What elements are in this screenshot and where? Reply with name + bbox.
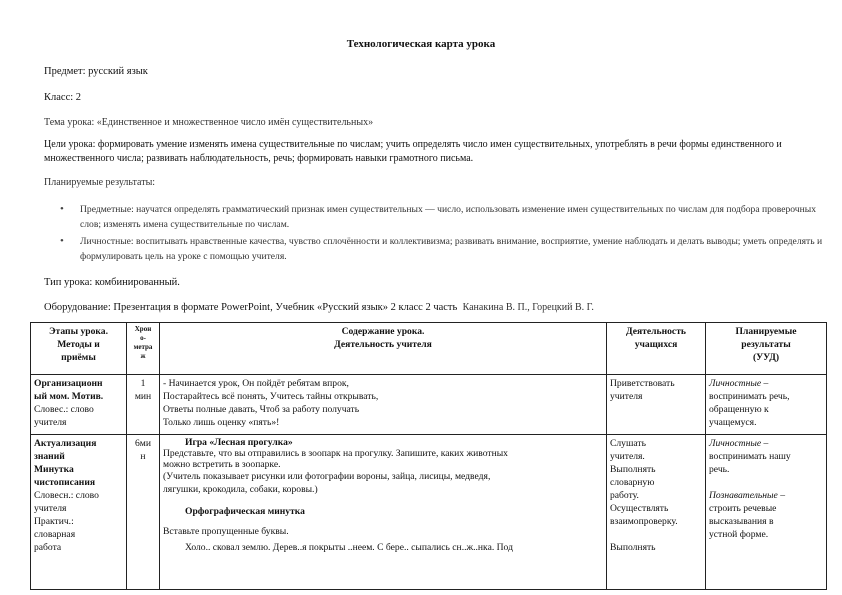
row2-stage [31,435,127,590]
row1-stage [31,375,127,435]
row1-students-l1: Приветствовать [610,378,675,389]
row1-content [160,375,607,435]
row2-stage-b1: Актуализация [34,438,97,449]
row2-time-l1: 6ми [134,438,151,449]
header-content [160,323,607,375]
row2-stage-n1: Словесн.: слово [34,490,99,501]
row1-stage-n2: учителя [34,417,67,428]
row2-stage-b2: знаний [34,451,65,462]
lesson-table [30,322,827,590]
row1-time [127,375,160,435]
row2-uud2-label: Познавательные [709,490,778,501]
equipment-authors: Канакина В. П., Горецкий В. Г. [462,302,594,313]
row2-stage-b4: чистописания [34,477,96,488]
row2-ortho-title: Орфографическая минутка [185,506,305,517]
header-uud [706,323,827,375]
header-students [607,323,706,375]
lesson-goal: Цели урока: формировать умение изменять имена существительные по числам; учить определять число имен существительных, употреблять в речи формы единственного и множественного числа; развивать наблюдательность, речь; формировать навыки грамотного письма. [44,139,782,164]
row1-uud [706,375,827,435]
row2-content-a2: можно встретить в зоопарке. [163,459,281,470]
row2-uud [706,435,827,590]
row2-insert: Вставьте пропущенные буквы. [163,526,289,537]
row2-students-l5: работу. [610,490,639,501]
result-subject: • Предметные: научатся определять грамматический признак имен существительных — число, использовать изменение имен существительных по числам для подбора проверочных слов; изменять имена существительные по числам. [58,202,828,232]
row2-students-l3: Выполнять [610,464,656,475]
row2-students-l7: взаимопроверку. [610,516,678,527]
result-personal: • Личностные: воспитывать нравственные качества, чувство сплочённости и коллективизма; развивать внимание, восприятие, умение наблюдать и делать выводы; уметь определять и формулировать цель на уроке с помощью учителя. [58,234,828,264]
header-students-l1: Деятельность [626,326,686,337]
page-title: Технологическая карта урока [346,38,496,50]
row2-stage-n4: словарная [34,529,76,540]
row2-content-a1: Представьте, что вы отправились в зоопарк на прогулку. Запишите, каких животных [163,448,508,459]
row1-uud-label: Личностные [709,378,762,389]
row1-stage-b1: Организационн [34,378,103,389]
row1-time-l2: мин [134,391,152,402]
subject-line: Предмет: русский язык [44,66,148,77]
header-time-l1: Хрон [134,325,152,333]
table-header-row [31,323,827,375]
row2-students-l4: словарную [610,477,655,488]
row1-stage-n1: Словес.: слово [34,404,94,415]
row2-students-gap [610,528,702,541]
row2-content-b1: (Учитель показывает рисунки или фотографии вороны, зайца, лисицы, медведя, [163,471,491,482]
row2-uud1-l2: воспринимать нашу [709,451,791,462]
row2-students [607,435,706,590]
row1-uud-l2: воспринимать речь, [709,391,790,402]
row2-students-l1: Слушать [610,438,646,449]
row2-uud1-label: Личностные [709,438,762,449]
row2-uud2-l4: устной форме. [709,529,769,540]
row2-students-l2: учителя. [610,451,645,462]
header-students-l2: учащихся [634,339,678,350]
header-time-l4: ж [140,352,146,360]
row2-uud2-dash: – [777,490,786,501]
row1-stage-b2: ый мом. Мотив. [34,391,104,402]
header-content-l1: Содержание урока. [341,326,425,337]
row1-content-l4: Только лишь оценку «пять»! [163,417,280,428]
row1-students [607,375,706,435]
results-list [58,202,828,266]
row2-stage-n2: учителя [34,503,67,514]
header-stages [31,323,127,375]
row2-time-l2: н [140,451,146,462]
row2-students-l9: Выполнять [610,542,656,553]
row1-students-l2: учителя [610,391,643,402]
row2-content-b2: лягушки, крокодила, собаки, коровы.) [163,484,318,495]
header-uud-l1: Планируемые [735,326,797,337]
row2-students-l6: Осуществлять [610,503,669,514]
row1-content-l1: - Начинается урок, Он пойдёт ребятам впрок, [163,378,349,389]
header-content-l2: Деятельность учителя [334,339,432,350]
grade-line: Класс: 2 [44,92,82,103]
table-row [31,375,827,435]
row2-game-title: Игра «Лесная прогулка» [185,437,293,448]
header-uud-l2: результаты [741,339,791,350]
row2-uud2-l2: строить речевые [709,503,777,514]
header-stages-l3: приёмы [61,352,96,363]
header-stages-l2: Методы и [57,339,100,350]
row1-content-l2: Постарайтесь всё понять, Учитесь тайны открывать, [163,391,379,402]
row2-uud2-l3: высказывания в [709,516,774,527]
row2-sentence: Холо.. сковал землю. Дерев..я покрыты ..неем. С бере.. сыпались сн..ж..нка. Под [185,542,513,553]
row2-stage-n3: Практич.: [34,516,74,527]
equipment-text: Оборудование: Презентация в формате PowerPoint, Учебник «Русский язык» 2 класс 2 часть [44,302,458,313]
header-uud-l3: (УУД) [752,352,780,363]
row2-stage-b3: Минутка [34,464,74,475]
row1-content-l3: Ответы полные давать, Чтоб за работу получать [163,404,360,415]
row2-content [160,435,607,590]
row1-uud-dash: – [761,378,769,389]
row1-time-l1: 1 [140,378,146,389]
table-row [31,435,827,590]
row2-uud1-dash: – [761,438,769,449]
row1-uud-l3: обращенную к [709,404,769,415]
header-time-l2: о- [140,334,146,342]
row2-stage-n5: работа [34,542,62,553]
planned-results-label: Планируемые результаты: [44,177,156,188]
topic-line: Тема урока: «Единственное и множественное число имён существительных» [44,117,374,128]
header-stages-l1: Этапы урока. [49,326,108,337]
row1-uud-l4: учащемуся. [709,417,757,428]
row2-time [127,435,160,590]
row2-uud1-l3: речь. [709,464,730,475]
lesson-type-line: Тип урока: комбинированный. [44,277,180,288]
header-time-l3: метра [133,343,153,351]
equipment-line [44,302,594,313]
header-time [127,323,160,375]
